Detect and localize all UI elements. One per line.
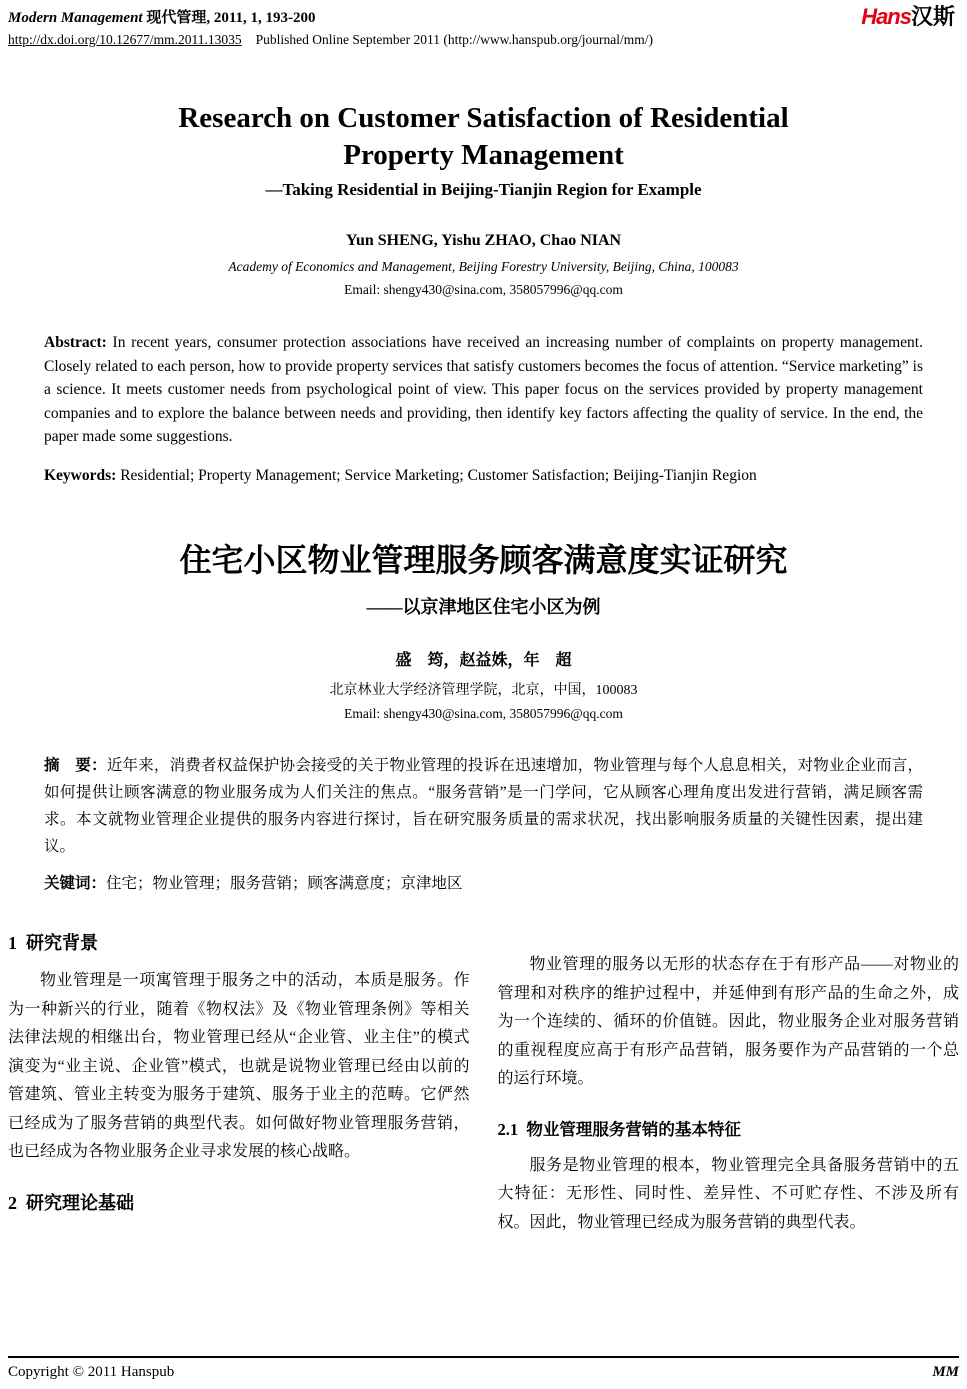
hans-logo-cn-text: 汉斯: [910, 4, 955, 29]
page-footer: [8, 1356, 959, 1381]
journal-issue-info: 现代管理, 2011, 1, 193-200: [142, 10, 316, 26]
page-title-line1: Research on Customer Satisfaction of Residential: [178, 102, 789, 134]
email-cn: Email: shengy430@sina.com, 358057996@qq.com: [344, 706, 623, 721]
email-en: Email: shengy430@sina.com, 358057996@qq.com: [344, 282, 623, 297]
section-1-paragraph: 物业管理是一项寓管理于服务之中的活动，本质是服务。作为一种新兴的行业，随着《物权法》及《物业管理条例》等相关法律法规的相继出台，物业管理已经从“企业管、业主住”的模式演变为“业主说、企业管”模式，也就是说物业管理已经由以前的管建筑、管业主转变为服务于建筑、服务于业主的范畴。它俨然已经成为了服务营销的典型代表。如何做好物业管理服务营销，也已经成为各物业服务企业寻求发展的核心战略。: [8, 972, 470, 1160]
authors-cn: 盛 筠，赵益姝，年 超: [395, 652, 572, 669]
abstract-cn: [44, 752, 923, 860]
page-title-cn: 住宅小区物业管理服务顾客满意度实证研究: [179, 542, 788, 578]
doi-line: [8, 32, 959, 48]
section-2-heading: 2 研究理论基础: [8, 1192, 134, 1213]
body-columns: [8, 923, 959, 1237]
doi-link[interactable]: http://dx.doi.org/10.12677/mm.2011.13035: [8, 32, 242, 47]
section-2-intro-paragraph: 物业管理的服务以无形的状态存在于有形产品——对物业的管理和对秩序的维护过程中，并延伸到有形产品的生命之外，成为一个连续的、循环的价值链。因此，物业服务企业对服务营销的重视程度应高于有形产品营销，服务要作为产品营销的一个总的运行环境。: [497, 956, 959, 1087]
page-title-line2: Property Management: [343, 139, 624, 171]
abstract-en-text: In recent years, consumer protection associations have received an increasing number of complaints on property management. Closely related to each person, how to provide property services that satisfy customers becomes the focus of attention. “Service marketing” is a science. It meets customer needs from psychological point of view. This paper focus on the services provided by property management companies and to explore the balance between needs and providing, then identify key factors affecting the quality of service. In the end, the paper made some suggestions.: [44, 334, 923, 445]
keywords-cn: [44, 870, 923, 897]
section-2-1-paragraph: 服务是物业管理的根本，物业管理完全具备服务营销中的五大特征：无形性、同时性、差异性、不可贮存性、不涉及所有权。因此，物业管理已经成为服务营销的典型代表。: [497, 1156, 959, 1231]
section-2-1-heading: 2.1 物业管理服务营销的基本特征: [497, 1119, 741, 1139]
keywords-en-text: Residential; Property Management; Service Marketing; Customer Satisfaction; Beijing-Tianjin Region: [116, 466, 757, 484]
page-header: [8, 6, 959, 48]
keywords-cn-label: 关键词：: [44, 875, 107, 892]
left-column: [8, 923, 470, 1237]
page-subtitle: —Taking Residential in Beijing-Tianjin Region for Example: [265, 180, 702, 199]
right-column: [498, 923, 960, 1237]
abstract-cn-text: 近年来，消费者权益保护协会接受的关于物业管理的投诉在迅速增加，物业管理与每个人息息相关，对物业企业而言，如何提供让顾客满意的物业服务成为人们关注的焦点。“服务营销”是一门学问，它从顾客心理角度出发进行营销，满足顾客需求。本文就物业管理企业提供的服务内容进行探讨，旨在研究服务质量的需求状况，找出影响服务质量的关键性因素，提出建议。: [44, 757, 923, 855]
keywords-cn-text: 住宅；物业管理；服务营销；顾客满意度；京津地区: [106, 875, 463, 892]
abstract-en: [44, 331, 923, 449]
authors-en: Yun SHENG, Yishu ZHAO, Chao NIAN: [345, 232, 622, 249]
page-subtitle-cn: ——以京津地区住宅小区为例: [366, 597, 601, 617]
journal-name: Modern Management: [8, 10, 143, 26]
page-title: [8, 100, 959, 174]
section-1-heading: 1 研究背景: [8, 933, 98, 953]
affiliation-cn: 北京林业大学经济管理学院，北京，中国，100083: [329, 683, 638, 698]
keywords-en: [44, 464, 923, 488]
keywords-en-label: Keywords:: [44, 466, 117, 484]
journal-title-line: [8, 6, 959, 27]
affiliation-en: Academy of Economics and Management, Beijing Forestry University, Beijing, China, 100083: [228, 259, 739, 274]
journal-abbr: MM: [932, 1364, 959, 1380]
hans-logo: [861, 6, 955, 28]
abstract-cn-label: 摘 要：: [44, 757, 107, 774]
abstract-en-label: Abstract:: [44, 334, 107, 351]
hans-logo-text: Hans: [861, 4, 911, 29]
copyright-text: Copyright © 2011 Hanspub: [8, 1364, 175, 1380]
published-info: Published Online September 2011 (http://www.hanspub.org/journal/mm/): [255, 32, 653, 47]
